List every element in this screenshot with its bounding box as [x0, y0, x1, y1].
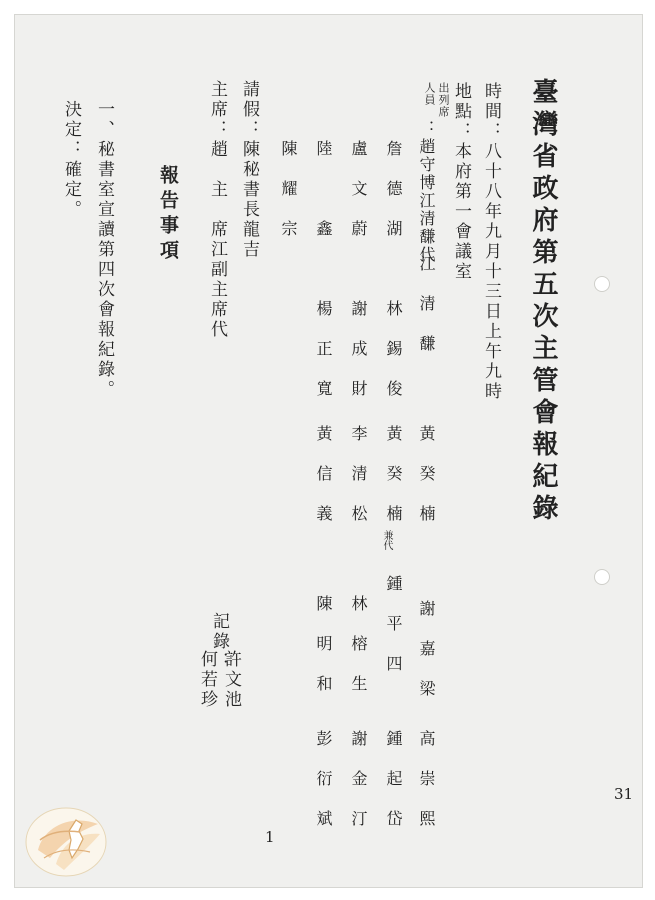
- document-title: 臺灣省政府第五次主管會報紀錄: [528, 78, 558, 526]
- attendee-label-bottom: 人員: [423, 82, 436, 106]
- meeting-place: 地點：本府第一會議室: [451, 82, 471, 282]
- attendee-name: 鍾 平 四: [384, 575, 403, 675]
- attendee-name: 詹 德 湖: [384, 140, 403, 240]
- attendee-name: 陸 鑫: [314, 140, 333, 240]
- attendee-name: 彭 衍 斌: [314, 730, 333, 830]
- archive-logo-icon: [20, 800, 112, 882]
- recorder-label: 記錄：: [209, 612, 229, 672]
- attendee-name: 陳 耀 宗: [279, 140, 298, 240]
- side-page-number: 31: [614, 785, 634, 803]
- attendee-name: 謝 嘉 梁: [417, 600, 436, 700]
- attendee-name: 黃 信 義: [314, 425, 333, 525]
- attendee-name: 林 榕 生: [349, 595, 368, 695]
- page-number: 1: [265, 828, 275, 846]
- attendee-name: 陳 明 和: [314, 595, 333, 695]
- attendee-name: 謝 金 汀: [349, 730, 368, 830]
- attendee-name: 楊 正 寬: [314, 300, 333, 400]
- attendee-name: 江 清 馦: [417, 255, 436, 355]
- section-heading: 報告事項: [157, 165, 179, 265]
- meeting-time: 時間：八十八年九月十三日上午九時: [481, 82, 501, 402]
- attendee-name: 鍾 起 岱: [384, 730, 403, 830]
- attendee-name: 黃 癸 楠: [384, 425, 403, 525]
- proxy-note: 兼代: [381, 530, 392, 550]
- chairperson: 主席：趙 主 席江副主席代: [207, 80, 227, 340]
- attendee-name: 林 錫 俊: [384, 300, 403, 400]
- recorder-name: 許文池: [221, 650, 241, 710]
- attendee-lead: ：趙守博江清馦代: [417, 120, 436, 264]
- punch-hole-bottom: [594, 569, 610, 585]
- attendee-name: 黃 癸 楠: [417, 425, 436, 525]
- report-item-1: 一、秘書室宣讀第四次會報紀錄。: [94, 100, 114, 400]
- attendee-label-top: 出列席: [437, 82, 450, 118]
- attendee-name: 高 崇 熙: [417, 730, 436, 830]
- attendee-name: 謝 成 財: [349, 300, 368, 400]
- recorder-name: 何若珍: [197, 650, 217, 710]
- punch-hole-top: [594, 276, 610, 292]
- attendee-name: 盧 文 蔚: [349, 140, 368, 240]
- attendee-name: 李 清 松: [349, 425, 368, 525]
- leave-of-absence: 請假：陳秘書長龍吉: [239, 80, 259, 260]
- decision: 決定：確定。: [61, 100, 81, 220]
